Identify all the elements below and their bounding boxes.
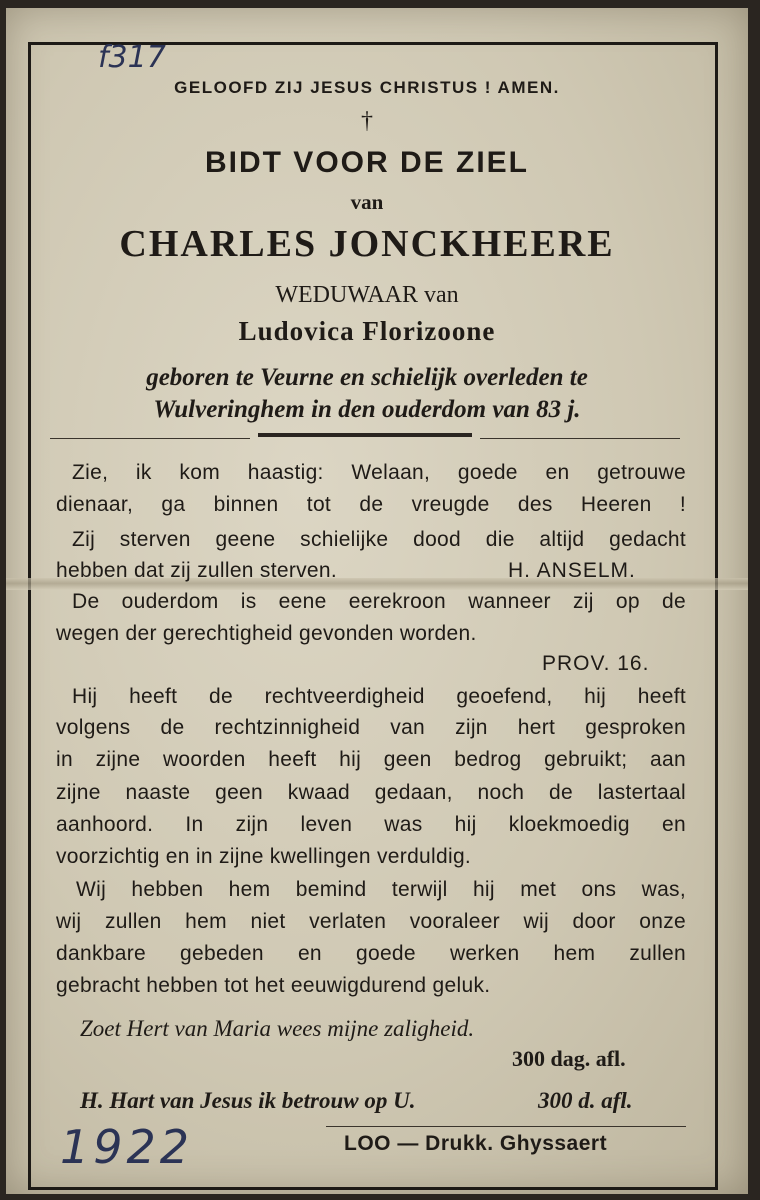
verse-line: Zij sterven geene schielijke dood die altijd gedacht <box>72 528 686 551</box>
prayer-jesus: H. Hart van Jesus ik betrouw op U. <box>80 1088 416 1113</box>
divider-right <box>480 438 680 439</box>
handwritten-reference: f317 <box>98 40 166 75</box>
prayer-jesus-indulgence: 300 d. afl. <box>538 1088 633 1113</box>
verse-line: Hij heeft de rechtveerdigheid geoefend, hij heeft <box>72 685 686 708</box>
printer-imprint: LOO — Drukk. Ghyssaert <box>344 1132 608 1155</box>
verse-line: Wij hebben hem bemind terwijl hij met ons was, <box>76 878 686 901</box>
verse-line: Zie, ik kom haastig: Welaan, goede en getrouwe <box>72 461 686 484</box>
spouse-name: Ludovica Florizoone <box>238 316 496 346</box>
verse-attribution: PROV. 16. <box>542 652 650 675</box>
invocation: GELOOFD ZIJ JESUS CHRISTUS ! AMEN. <box>174 78 560 97</box>
status-line: WEDUWAAR van <box>275 282 459 308</box>
verse-line: in zijne woorden heeft hij geen bedrog gebruikt; aan <box>56 748 686 771</box>
deceased-name: CHARLES JONCKHEERE <box>119 223 615 265</box>
birth-line-2: Wulveringhem in den ouderdom van 83 j. <box>153 396 581 423</box>
printer-rule <box>326 1126 686 1127</box>
cross-icon: † <box>361 108 373 134</box>
birth-line-1: geboren te Veurne en schielijk overleden te <box>146 364 588 391</box>
verse-line: gebracht hebben tot het eeuwigdurend geluk. <box>56 974 491 997</box>
pray-heading: BIDT VOOR DE ZIEL <box>204 146 529 179</box>
verse-line: De ouderdom is eene eerekroon wanneer zij op de <box>72 590 686 613</box>
handwritten-year: 1922 <box>60 1120 194 1174</box>
verse-line: dankbare gebeden en goede werken hem zullen <box>56 942 686 965</box>
divider-left <box>50 438 250 439</box>
van-label: van <box>350 190 384 214</box>
prayer-mary-indulgence: 300 dag. afl. <box>512 1046 626 1071</box>
verse-line: aanhoord. In zijn leven was hij kloekmoedig en <box>56 813 686 836</box>
divider-center <box>258 433 472 437</box>
verse-line: hebben dat zij zullen sterven. <box>56 559 338 582</box>
prayer-mary: Zoet Hert van Maria wees mijne zaligheid. <box>80 1016 475 1041</box>
verse-line: wij zullen hem niet verlaten vooraleer wij door onze <box>56 910 686 933</box>
verse-line: dienaar, ga binnen tot de vreugde des Heeren ! <box>56 493 686 516</box>
verse-line: wegen der gerechtigheid gevonden worden. <box>56 622 477 645</box>
verse-attribution: H. ANSELM. <box>508 559 636 582</box>
verse-line: zijne naaste geen kwaad gedaan, noch de lastertaal <box>56 781 686 804</box>
verse-line: voorzichtig en in zijne kwellingen verduldig. <box>56 845 472 868</box>
verse-line: volgens de rechtzinnigheid van zijn hert gesproken <box>56 716 686 739</box>
